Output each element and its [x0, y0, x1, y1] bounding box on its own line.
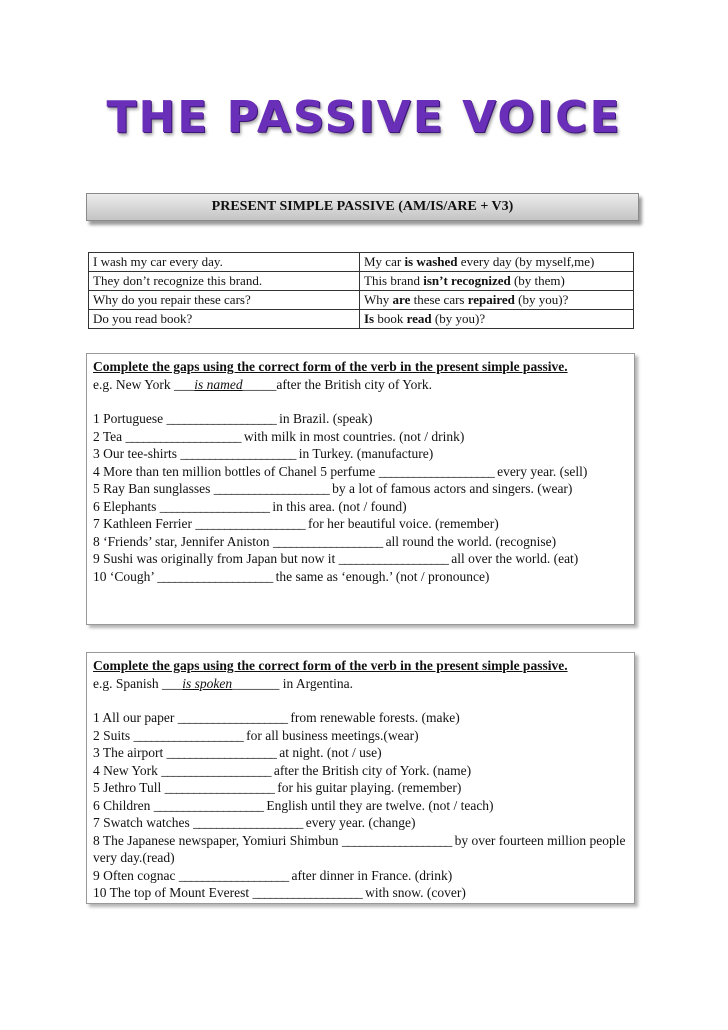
exercise-1 [86, 353, 635, 625]
passive-sentence: My car is washed every day (by myself,me) [360, 253, 634, 272]
answer-blank[interactable]: ___________________ [166, 745, 276, 760]
answer-blank[interactable]: ___________________ [193, 815, 303, 830]
answer-blank[interactable]: ___________________ [338, 551, 448, 566]
exercise-item: 2 Tea ____________________ with milk in most countries. (not / drink) [93, 428, 465, 444]
active-sentence: They don’t recognize this brand. [89, 272, 360, 291]
exercise-item: 5 Ray Ban sunglasses ____________________ by a lot of famous actors and singers. (wear) [93, 481, 573, 496]
passive-sentence: This brand isn’t recognized (by them) [360, 272, 634, 291]
answer-blank[interactable]: ___________________ [164, 780, 274, 795]
exercise-item: 4 More than ten million bottles of Chanel 5 perfume ____________________ every year. (sell) [93, 463, 588, 479]
exercise-item: 4 New York ___________________ after the British city of York. (name) [93, 762, 472, 778]
answer-blank[interactable]: ____________________ [180, 446, 296, 461]
example-answer: is spoken [182, 675, 233, 691]
table-row [89, 310, 634, 329]
answer-blank[interactable]: ___________________ [341, 832, 452, 848]
exercise-item: 10 ‘Cough’ ____________________ the same as ‘enough.’ (not / pronounce) [93, 568, 490, 584]
example-line: e.g. Spanish ___is spoken_______ in Argentina. [93, 675, 353, 691]
example-line: e.g. New York ___is named_____after the British city of York. [93, 376, 432, 392]
table-row [89, 272, 634, 291]
answer-blank[interactable]: ___________________ [133, 727, 243, 743]
examples-table [88, 252, 634, 329]
exercise-items [93, 709, 628, 902]
exercise-items [93, 410, 628, 585]
active-sentence: Why do you repair these cars? [89, 291, 360, 310]
answer-blank[interactable]: ___________________ [153, 797, 263, 813]
exercise-item: 9 Sushi was originally from Japan but now it ___________________ all over the world. (eat) [93, 551, 579, 566]
answer-blank[interactable]: ___________________ [195, 516, 305, 531]
exercise-item: 3 The airport ___________________ at night. (not / use) [93, 745, 382, 760]
answer-blank[interactable]: ____________________ [378, 463, 494, 479]
answer-blank[interactable]: ___________________ [177, 710, 287, 725]
exercise-item: 7 Kathleen Ferrier ___________________ for her beautiful voice. (remember) [93, 516, 499, 531]
exercise-item: 5 Jethro Tull ___________________ for his guitar playing. (remember) [93, 780, 462, 795]
exercise-2 [86, 652, 635, 904]
exercise-item: 8 ‘Friends’ star, Jennifer Aniston ___________________ all round the world. (recognise) [93, 533, 557, 549]
answer-blank[interactable]: ___________________ [272, 533, 383, 549]
table-row [89, 253, 634, 272]
exercise-item: 6 Children ___________________ English until they are twelve. (not / teach) [93, 797, 494, 813]
answer-blank[interactable]: ___________________ [178, 867, 289, 883]
table-row [89, 291, 634, 310]
answer-blank[interactable]: ____________________ [157, 568, 273, 584]
answer-blank[interactable]: ____________________ [125, 428, 241, 444]
exercise-item: 3 Our tee-shirts ____________________ in Turkey. (manufacture) [93, 446, 434, 461]
passive-sentence: Is book read (by you)? [360, 310, 634, 329]
answer-blank[interactable]: ___________________ [161, 762, 271, 778]
exercise-instruction: Complete the gaps using the correct form of the verb in the present simple passive. [93, 658, 568, 673]
example-answer: is named [194, 376, 243, 392]
answer-blank[interactable]: ____________________ [213, 481, 329, 496]
answer-blank[interactable]: ___________________ [166, 411, 276, 426]
active-sentence: Do you read book? [89, 310, 360, 329]
exercise-item: 6 Elephants ___________________ in this area. (not / found) [93, 498, 407, 514]
exercise-item: 1 All our paper ___________________ from renewable forests. (make) [93, 710, 460, 725]
section-banner: PRESENT SIMPLE PASSIVE (AM/IS/ARE + V3) [86, 193, 639, 221]
exercise-item: 1 Portuguese ___________________ in Brazil. (speak) [93, 411, 373, 426]
passive-sentence: Why are these cars repaired (by you)? [360, 291, 634, 310]
exercise-item: 9 Often cognac ___________________ after dinner in France. (drink) [93, 867, 453, 883]
active-sentence: I wash my car every day. [89, 253, 360, 272]
exercise-item: 2 Suits ___________________ for all business meetings.(wear) [93, 727, 419, 743]
answer-blank[interactable]: ___________________ [159, 498, 269, 514]
answer-blank[interactable]: ___________________ [252, 885, 362, 900]
exercise-instruction: Complete the gaps using the correct form of the verb in the present simple passive. [93, 359, 568, 374]
exercise-item: 10 The top of Mount Everest ___________________ with snow. (cover) [93, 885, 466, 900]
exercise-item: 7 Swatch watches ___________________ every year. (change) [93, 815, 416, 830]
page-title: THE PASSIVE VOICE [106, 92, 622, 143]
exercise-item: 8 The Japanese newspaper, Yomiuri Shimbun ___________________ by over fourteen million people very day.(read) [93, 832, 626, 865]
